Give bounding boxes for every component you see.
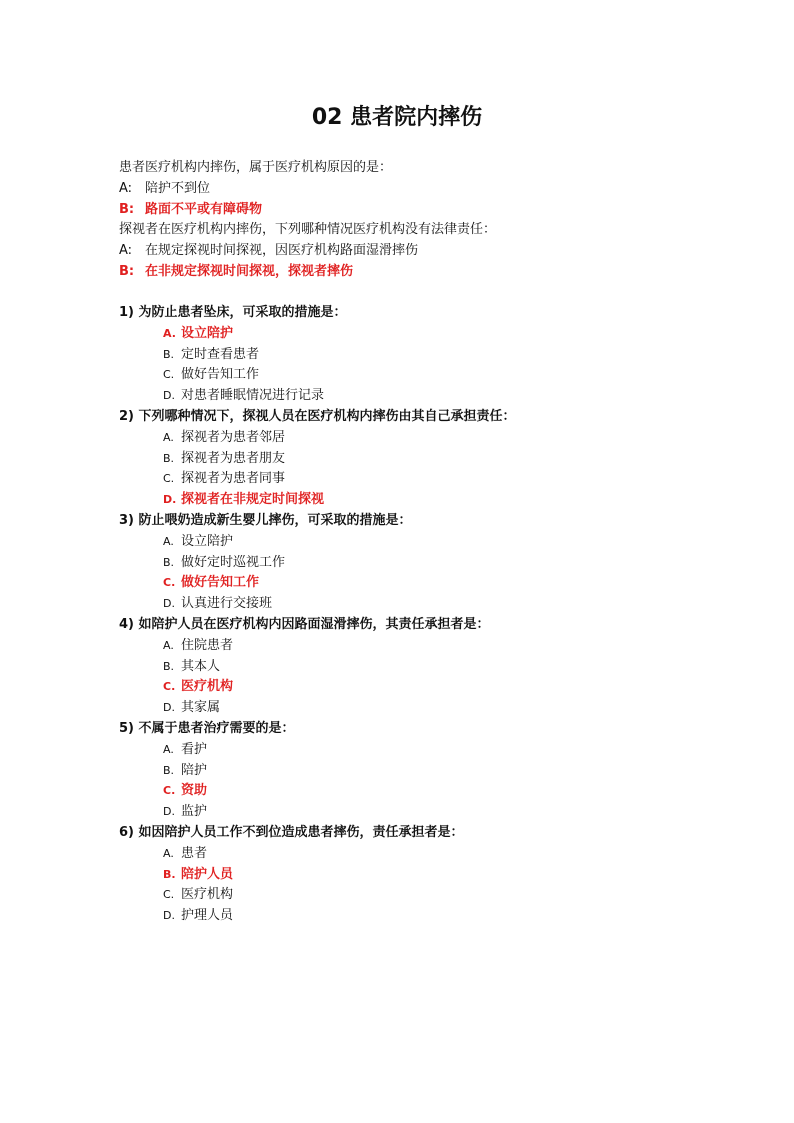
option-letter: A.	[163, 326, 176, 340]
option-text: 路面不平或有障碍物	[145, 201, 263, 217]
answer-option	[119, 636, 779, 657]
option-letter: C.	[163, 784, 176, 798]
option-letter: D.	[163, 701, 175, 715]
intro-option	[119, 179, 759, 200]
question-block	[119, 719, 779, 823]
answer-option	[119, 740, 779, 761]
option-text: 陪护人员	[181, 866, 234, 882]
question-block	[119, 511, 779, 615]
option-letter: D.	[163, 805, 175, 819]
intro-question: 患者医疗机构内摔伤，属于医疗机构原因的是：	[119, 160, 393, 175]
answer-option-correct	[119, 677, 779, 698]
option-text: 资助	[181, 783, 208, 799]
option-text: 设立陪护	[181, 533, 234, 549]
answer-option	[119, 698, 779, 719]
option-text: 监护	[181, 804, 208, 820]
intro-option-correct	[119, 262, 759, 283]
option-text: 陪护不到位	[145, 180, 211, 196]
option-letter: B.	[163, 659, 175, 673]
answer-option	[119, 657, 779, 678]
answer-option-correct	[119, 573, 779, 594]
answer-option-correct	[119, 781, 779, 802]
option-letter: A:	[119, 243, 133, 259]
question-title	[119, 719, 779, 740]
question-number: 2)	[119, 408, 139, 424]
question-text: 下列哪种情况下，探视人员在医疗机构内摔伤由其自己承担责任：	[138, 408, 516, 424]
option-text: 对患者睡眠情况进行记录	[181, 388, 325, 404]
option-text: 在规定探视时间探视，因医疗机构路面湿滑摔伤	[145, 243, 419, 259]
answer-option	[119, 532, 779, 553]
answer-option	[119, 594, 779, 615]
option-text: 做好定时巡视工作	[181, 554, 286, 570]
option-text: 医疗机构	[181, 887, 234, 903]
option-text: 患者	[181, 845, 208, 861]
question-block	[119, 823, 779, 927]
answer-option-correct	[119, 490, 779, 511]
question-title	[119, 823, 779, 844]
option-text: 做好告知工作	[181, 367, 260, 383]
question-number: 3)	[119, 512, 139, 528]
option-text: 看护	[181, 741, 208, 757]
intro-section	[119, 158, 759, 283]
question-title	[119, 511, 779, 532]
question-number: 5)	[119, 720, 139, 736]
option-letter: B.	[163, 347, 175, 361]
option-letter: B.	[163, 763, 175, 777]
answer-option-correct	[119, 324, 779, 345]
option-letter: B.	[163, 451, 175, 465]
option-text: 探视者在非规定时间探视	[181, 492, 325, 508]
question-number: 4)	[119, 616, 139, 632]
option-letter: A.	[163, 430, 174, 444]
answer-option	[119, 365, 779, 386]
option-text: 做好告知工作	[181, 575, 260, 591]
option-text: 陪护	[181, 762, 208, 778]
answer-option	[119, 469, 779, 490]
option-text: 探视者为患者邻居	[181, 429, 286, 445]
question-number: 1)	[119, 305, 139, 320]
option-text: 定时查看患者	[181, 346, 260, 362]
question-block	[119, 615, 779, 719]
option-text: 认真进行交接班	[181, 596, 273, 612]
intro-option	[119, 241, 759, 262]
option-letter: D.	[163, 389, 175, 403]
answer-option	[119, 802, 779, 823]
option-letter: C.	[163, 888, 175, 902]
option-letter: A.	[163, 638, 174, 652]
option-letter: A.	[163, 742, 174, 756]
questions-list	[119, 303, 779, 927]
question-block	[119, 303, 779, 407]
answer-option	[119, 885, 779, 906]
answer-option	[119, 386, 779, 407]
answer-option	[119, 761, 779, 782]
option-text: 在非规定探视时间探视，探视者摔伤	[145, 263, 354, 279]
option-letter: A.	[163, 846, 174, 860]
answer-option	[119, 449, 779, 470]
intro-question: 探视者在医疗机构内摔伤，下列哪种情况医疗机构没有法律责任：	[119, 222, 497, 238]
answer-option	[119, 844, 779, 865]
option-letter: B.	[163, 867, 176, 881]
option-letter: C.	[163, 472, 175, 486]
option-text: 住院患者	[181, 637, 234, 653]
document-title: 02 患者院内摔伤	[311, 105, 483, 130]
option-text: 其本人	[181, 658, 221, 674]
option-text: 医疗机构	[181, 679, 234, 695]
question-text: 防止喂奶造成新生婴儿摔伤，可采取的措施是：	[138, 512, 412, 528]
answer-option	[119, 906, 779, 927]
option-text: 其家属	[181, 700, 221, 716]
option-letter: D.	[163, 909, 175, 923]
question-title	[119, 303, 779, 324]
question-text: 如陪护人员在医疗机构内因路面湿滑摔伤，其责任承担者是：	[138, 616, 490, 632]
option-letter: D.	[163, 493, 177, 507]
option-letter: D.	[163, 597, 175, 611]
option-letter: B.	[163, 555, 175, 569]
option-letter: B:	[119, 263, 135, 279]
option-letter: C.	[163, 368, 175, 382]
question-text: 如因陪护人员工作不到位造成患者摔伤，责任承担者是：	[138, 824, 464, 840]
answer-option	[119, 553, 779, 574]
intro-option-correct	[119, 200, 759, 221]
question-title	[119, 615, 779, 636]
option-text: 设立陪护	[181, 325, 234, 341]
question-block	[119, 407, 779, 511]
option-text: 探视者为患者朋友	[181, 450, 286, 466]
option-letter: C.	[163, 576, 176, 590]
option-letter: B:	[119, 201, 135, 217]
question-title	[119, 407, 779, 428]
question-text: 为防止患者坠床，可采取的措施是：	[138, 305, 347, 320]
option-text: 护理人员	[181, 908, 234, 924]
answer-option	[119, 428, 779, 449]
option-letter: A:	[119, 180, 133, 196]
option-letter: A.	[163, 534, 174, 548]
question-number: 6)	[119, 824, 139, 840]
option-letter: C.	[163, 680, 176, 694]
option-text: 探视者为患者同事	[181, 471, 286, 487]
question-text: 不属于患者治疗需要的是：	[138, 720, 295, 736]
answer-option-correct	[119, 865, 779, 886]
answer-option	[119, 345, 779, 366]
